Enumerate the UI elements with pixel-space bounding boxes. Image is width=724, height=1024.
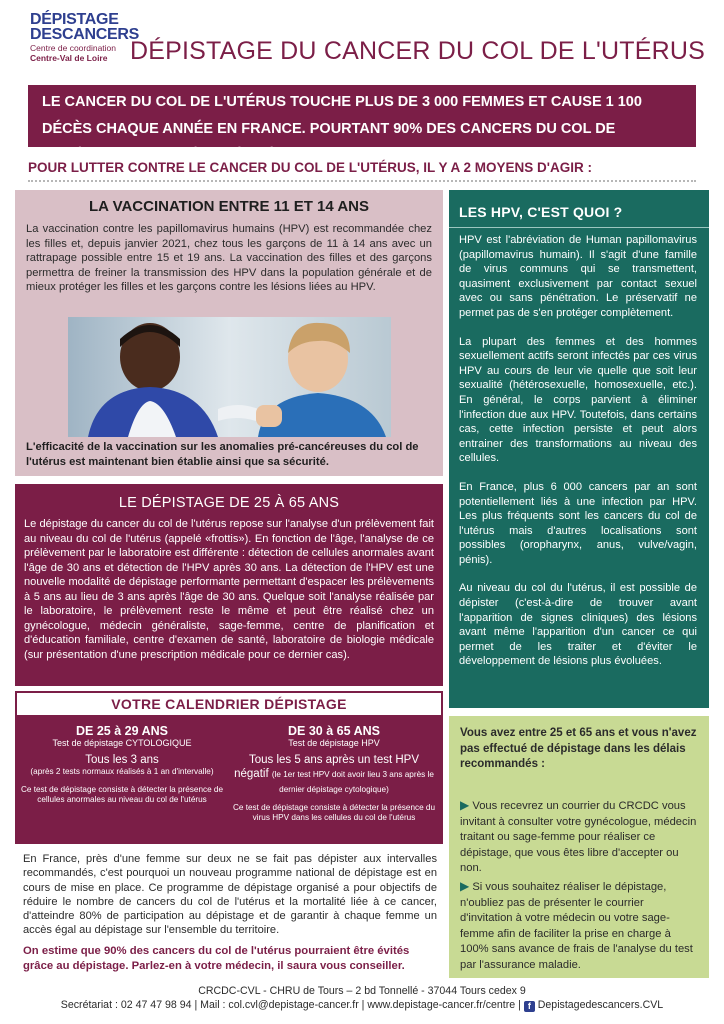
footer bbox=[0, 984, 724, 1012]
arrow-right-icon: ▶ bbox=[460, 879, 470, 893]
calendar-title-box bbox=[15, 691, 443, 717]
calendar-age: DE 30 à 65 ANS bbox=[288, 724, 380, 738]
logo-line4: Centre-Val de Loire bbox=[30, 53, 108, 63]
facebook-icon[interactable]: f bbox=[524, 1001, 535, 1012]
logo-line3: Centre de coordination bbox=[30, 43, 117, 53]
calendar-description: Ce test de dépistage consiste à détecter la présence du virus HPV dans les cellules du col de l'utérus bbox=[232, 803, 436, 822]
headline-banner: LE CANCER DU COL DE L'UTÉRUS TOUCHE PLUS DE 3 000 FEMMES ET CAUSE 1 100 DÉCÈS CHAQUE ANNÉE EN FRANCE. POURTANT 90% DES CANCERS DU COL DE L'UTÉRUS PEUVENT ÊTRE ÉVITÉS. bbox=[28, 85, 696, 147]
hpv-paragraph: La plupart des femmes et des hommes sexuellement actifs seront infectés par ces virus HPV au cours de leur vie quelle que soit leur sexualité (hétérosexuelle, homosexuelle, etc.). En général, le corps parvient à éliminer l'infection due aux HPV. Toutefois, dans certains cas, cette infection persiste et peut alors entrainer des transformations au niveau des cellules. bbox=[459, 335, 697, 465]
calendar-column-30-65 bbox=[231, 724, 437, 823]
logo-line1: DÉPISTAGE bbox=[30, 11, 119, 28]
calendar-note: (le 1er test HPV doit avoir lieu 3 ans après le dernier dépistage cytologique) bbox=[271, 770, 434, 794]
hpv-paragraph: En France, plus 6 000 cancers par an sont potentiellement liés à une infection par HPV. Les plus fréquents sont les cancers du col de l'utérus mais d'autres localisations sont possibles (oropharynx, anus, vulve/vagin, pénis). bbox=[459, 480, 697, 566]
hpv-title: LES HPV, C'EST QUOI ? bbox=[459, 204, 623, 220]
footer-contact-line bbox=[0, 998, 724, 1012]
hpv-body bbox=[459, 233, 697, 683]
footer-contact: Secrétariat : 02 47 47 98 94 | Mail : col.cvl@depistage-cancer.fr | www.depistage-cancer.fr/centre | bbox=[60, 999, 521, 1011]
footer-address: CRCDC-CVL - CHRU de Tours – 2 bd Tonnellé - 37044 Tours cedex 9 bbox=[198, 985, 526, 997]
action-item bbox=[460, 798, 698, 877]
vaccination-text: La vaccination contre les papillomavirus humains (HPV) est recommandée chez les filles et, depuis janvier 2021, chez tous les garçons de 11 à 14 ans avec un rattrapage possible entre 15 et 19 ans. La vaccination des filles et des garçons permettra de freiner la transmission des HPV dans la population générale et de mieux protéger les filles et les garçons contre les lésions liées au HPV. bbox=[26, 223, 432, 293]
arrow-right-icon: ▶ bbox=[460, 798, 470, 812]
action-item bbox=[460, 879, 698, 974]
dotted-divider bbox=[28, 180, 696, 182]
calendar-description: Ce test de dépistage consiste à détecter la présence de cellules anormales au niveau du col de l'utérus bbox=[20, 785, 224, 804]
action-item-text: Si vous souhaitez réaliser le dépistage, n'oubliez pas de présenter le courrier d'invitation à votre médecin ou votre sage-femme afin de faciliter la prise en charge à 100% sans avance de frais de l'analyse du test par l'assurance maladie. bbox=[460, 881, 693, 971]
facebook-link[interactable]: Depistagedescancers.CVL bbox=[537, 999, 664, 1011]
calendar-age: DE 25 à 29 ANS bbox=[76, 724, 168, 738]
hpv-paragraph: Au niveau du col du l'utérus, il est possible de dépister (c'est-à-dire de trouver avant l'apparition de signes cliniques) des lésions avant même l'apparition d'un cancer ce qui permet de les traiter et d'éviter le développement de lésions plus évoluées. bbox=[459, 582, 697, 668]
logo bbox=[30, 12, 145, 63]
calendar-column-25-29 bbox=[19, 724, 225, 805]
action-panel bbox=[449, 716, 709, 978]
logo-line2: DESCANCERS bbox=[30, 26, 140, 43]
depistage-panel bbox=[15, 484, 443, 686]
header bbox=[0, 0, 724, 82]
hpv-paragraph: HPV est l'abréviation de Human papillomavirus (papillomavirus humain). Il s'agit d'une famille de virus communs qui se transmettent, quasiment exclusivement par contact sexuel avec ou sans pénétration. Le préservatif ne permet pas de s'en protéger complètement. bbox=[459, 234, 697, 319]
hpv-panel bbox=[449, 190, 709, 708]
action-intro: Vous avez entre 25 et 65 ans et vous n'avez pas effectué de dépistage dans les délais recommandés : bbox=[460, 727, 697, 771]
calendar-note: (après 2 tests normaux réalisés à 1 an d'intervalle) bbox=[30, 767, 214, 776]
calendar-test-kind: Test de dépistage CYTOLOGIQUE bbox=[52, 738, 192, 748]
vaccination-photo bbox=[68, 317, 391, 437]
hpv-title-rule bbox=[449, 227, 709, 228]
calendar-negative-line bbox=[231, 767, 437, 797]
vaccination-footer: L'efficacité de la vaccination sur les anomalies pré-cancéreuses du col de l'utérus est maintenant bien établie ainsi que sa sécurité. bbox=[26, 441, 419, 468]
calendar-negative: négatif bbox=[234, 768, 269, 780]
vaccination-photo-illustration bbox=[68, 317, 391, 437]
france-text: En France, près d'une femme sur deux ne se fait pas dépister aux intervalles recommandés, c'est pourquoi un nouveau programme national de dépistage est en cours de mise en place. Ce programme de dépistage organisé a pour objectifs de réduire le nombre de cancers du col de l'utérus et la mortalité liée à ce cancer, d'atteindre 80% de participation au dépistage et de garantir à chaque femme un accès égal au dépistage sur l'ensemble du territoire. bbox=[23, 853, 437, 937]
calendar-test-kind: Test de dépistage HPV bbox=[288, 738, 380, 748]
calendar-frequency: Tous les 5 ans après un test HPV bbox=[248, 754, 420, 766]
section-subhead: POUR LUTTER CONTRE LE CANCER DU COL DE L'UTÉRUS, IL Y A 2 MOYENS D'AGIR : bbox=[28, 160, 592, 175]
vaccination-panel bbox=[15, 190, 443, 476]
vaccination-title: LA VACCINATION ENTRE 11 ET 14 ANS bbox=[88, 198, 370, 215]
depistage-text: Le dépistage du cancer du col de l'utérus repose sur l'analyse d'un prélèvement fait au niveau du col de l'utérus (appelé «frottis»). En fonction de l'âge, l'analyse de ce prélèvement par le laboratoire est différente : détection de cellules anormales avant l'âge de 30 ans et détection de l'HPV après 30 ans. La détection de l'HPV est une nouvelle modalité de dépistage performante permettant d'espacer les prélèvements à 5 ans au lieu de 3 ans après l'âge de 30 ans. Quelque soit l'analyse réalisée par le laboratoire, le prélèvement reste le même et peut être réalisé chez un gynécologue, médecin généraliste, sage-femme, centre de planification et d'éducation familiale, centre d'examen de santé, laboratoire de biologie médicale (sur présentation d'une prescription médicale pour ce dernier cas). bbox=[24, 518, 434, 661]
depistage-title: LE DÉPISTAGE DE 25 À 65 ANS bbox=[118, 495, 340, 511]
france-conclusion: On estime que 90% des cancers du col de l'utérus pourraient être évités grâce au dépistage. Parlez-en à votre médecin, il saura vous conseiller. bbox=[23, 945, 410, 972]
calendar-frequency: Tous les 3 ans bbox=[85, 754, 159, 766]
page-title: DÉPISTAGE DU CANCER DU COL DE L'UTÉRUS bbox=[130, 37, 705, 65]
calendar-title: VOTRE CALENDRIER DÉPISTAGE bbox=[111, 696, 347, 712]
calendar-panel bbox=[15, 717, 443, 844]
action-item-text: Vous recevrez un courrier du CRCDC vous invitant à consulter votre gynécologue, médecin traitant ou sage-femme pour réaliser ce dépistage, que vous êtes libre d'accepter ou non. bbox=[460, 800, 697, 875]
